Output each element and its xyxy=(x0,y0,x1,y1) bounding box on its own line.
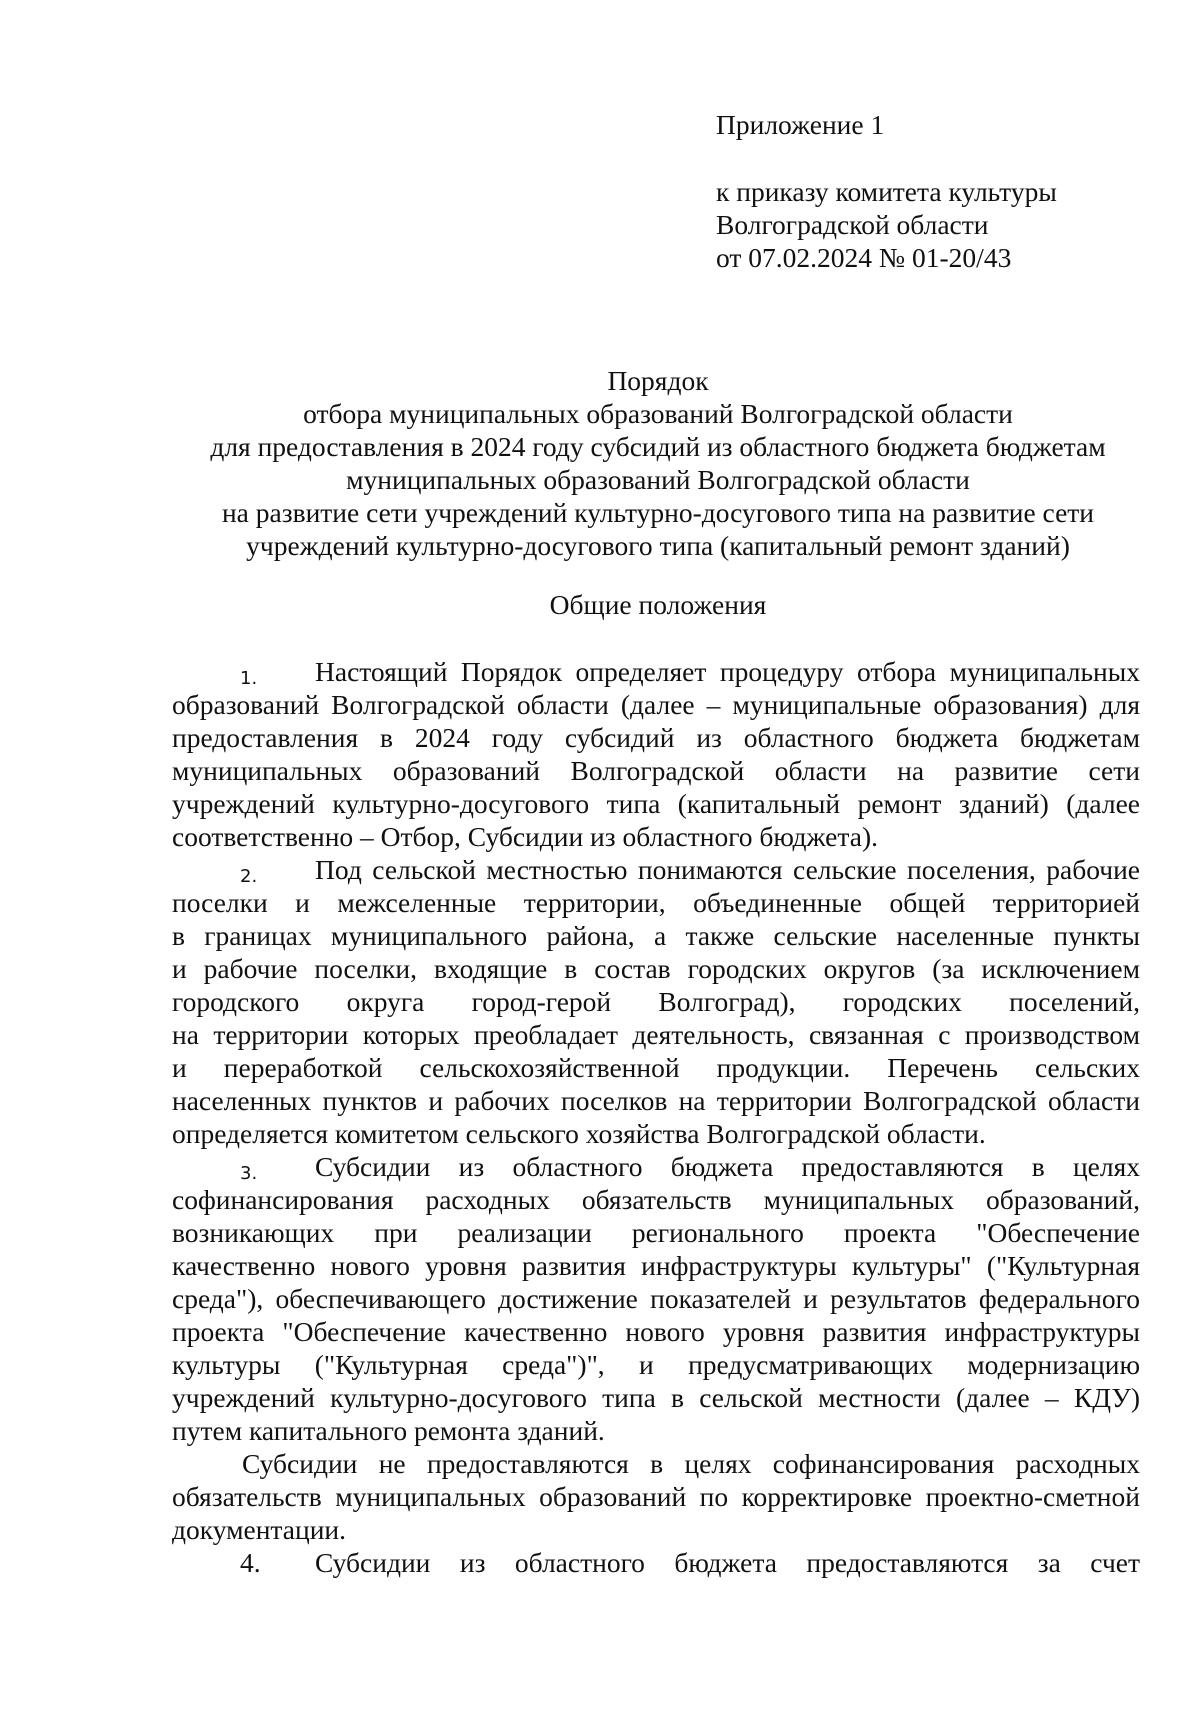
paragraph-line: обязательств муниципальных образований по корректировке проектно-сметной xyxy=(172,1481,1140,1512)
paragraph-line: муниципальных образований Волгоградской области на развитие сети xyxy=(172,755,1140,786)
paragraph-number: 4. xyxy=(240,1547,261,1578)
paragraph-line: в границах муниципального района, а также сельские населенные пункты xyxy=(172,920,1140,951)
paragraph-line: культуры ("Культурная среда")", и предусматривающих модернизацию xyxy=(172,1349,1140,1380)
paragraph-text: Под сельской местностью понимаются сельские поселения, рабочие xyxy=(315,854,1140,885)
paragraph-line: поселки и межселенные территории, объединенные общей территорией xyxy=(172,887,1140,918)
paragraph-line: населенных пунктов и рабочих поселков на территории Волгоградской области xyxy=(172,1085,1140,1116)
paragraph-first-line xyxy=(172,655,1140,688)
heading-line: отбора муниципальных образований Волгоградской области xyxy=(303,398,1013,429)
paragraph-first-line: Субсидии не предоставляются в целях софинансирования расходных xyxy=(242,1448,1140,1479)
paragraph-text: Субсидии из областного бюджета предоставляются за счет xyxy=(315,1547,1140,1578)
section-title: Общие положения xyxy=(549,589,767,620)
appendix-line-3: от 07.02.2024 № 01-20/43 xyxy=(716,242,1012,273)
heading-title: Порядок xyxy=(607,365,709,396)
paragraph-number: 1. xyxy=(240,668,258,689)
paragraph-text: Субсидии из областного бюджета предоставляются в целях xyxy=(315,1151,1140,1182)
paragraph-line: образований Волгоградской области (далее – муниципальные образования) для xyxy=(172,689,1140,720)
paragraph-first-line xyxy=(172,1150,1140,1183)
paragraph-first-line xyxy=(172,1546,1140,1579)
paragraph-line: и переработкой сельскохозяйственной продукции. Перечень сельских xyxy=(172,1052,1140,1083)
paragraph-number: 3. xyxy=(240,1163,258,1184)
paragraph-line: учреждений культурно-досугового типа (капитальный ремонт зданий) (далее xyxy=(172,788,1140,819)
paragraph-line: предоставления в 2024 году субсидий из областного бюджета бюджетам xyxy=(172,722,1140,753)
paragraph-line: возникающих при реализации регионального проекта "Обеспечение xyxy=(172,1217,1140,1248)
paragraph-last-line: путем капитального ремонта зданий. xyxy=(172,1415,605,1446)
appendix-line-1: к приказу комитета культуры xyxy=(716,176,1057,207)
paragraph-line: качественно нового уровня развития инфраструктуры культуры" ("Культурная xyxy=(172,1250,1140,1281)
appendix-title: Приложение 1 xyxy=(716,109,885,140)
heading-line: для предоставления в 2024 году субсидий из областного бюджета бюджетам xyxy=(210,431,1106,462)
paragraph-line: софинансирования расходных обязательств муниципальных образований, xyxy=(172,1184,1140,1215)
paragraph-line: городского округа город-герой Волгоград), городских поселений, xyxy=(172,986,1140,1017)
paragraph-line: проекта "Обеспечение качественно нового уровня развития инфраструктуры xyxy=(172,1316,1140,1347)
appendix-line-2: Волгоградской области xyxy=(716,209,989,240)
heading-line: учреждений культурно-досугового типа (капитальный ремонт зданий) xyxy=(246,530,1070,561)
paragraph-last-line: определяется комитетом сельского хозяйства Волгоградской области. xyxy=(172,1118,986,1149)
paragraph-number: 2. xyxy=(240,866,258,887)
paragraph-text: Настоящий Порядок определяет процедуру отбора муниципальных xyxy=(315,656,1140,687)
paragraph-line: учреждений культурно-досугового типа в сельской местности (далее – КДУ) xyxy=(172,1382,1140,1413)
paragraph-line: среда"), обеспечивающего достижение показателей и результатов федерального xyxy=(172,1283,1140,1314)
paragraph-first-line xyxy=(172,853,1140,886)
heading-line: муниципальных образований Волгоградской области xyxy=(346,464,970,495)
paragraph-last-line: соответственно – Отбор, Субсидии из областного бюджета). xyxy=(172,821,878,852)
paragraph-line: и рабочие поселки, входящие в состав городских округов (за исключением xyxy=(172,953,1140,984)
paragraph-last-line: документации. xyxy=(172,1514,347,1545)
heading-line: на развитие сети учреждений культурно-досугового типа на развитие сети xyxy=(221,497,1095,528)
paragraph-line: на территории которых преобладает деятельность, связанная с производством xyxy=(172,1019,1140,1050)
